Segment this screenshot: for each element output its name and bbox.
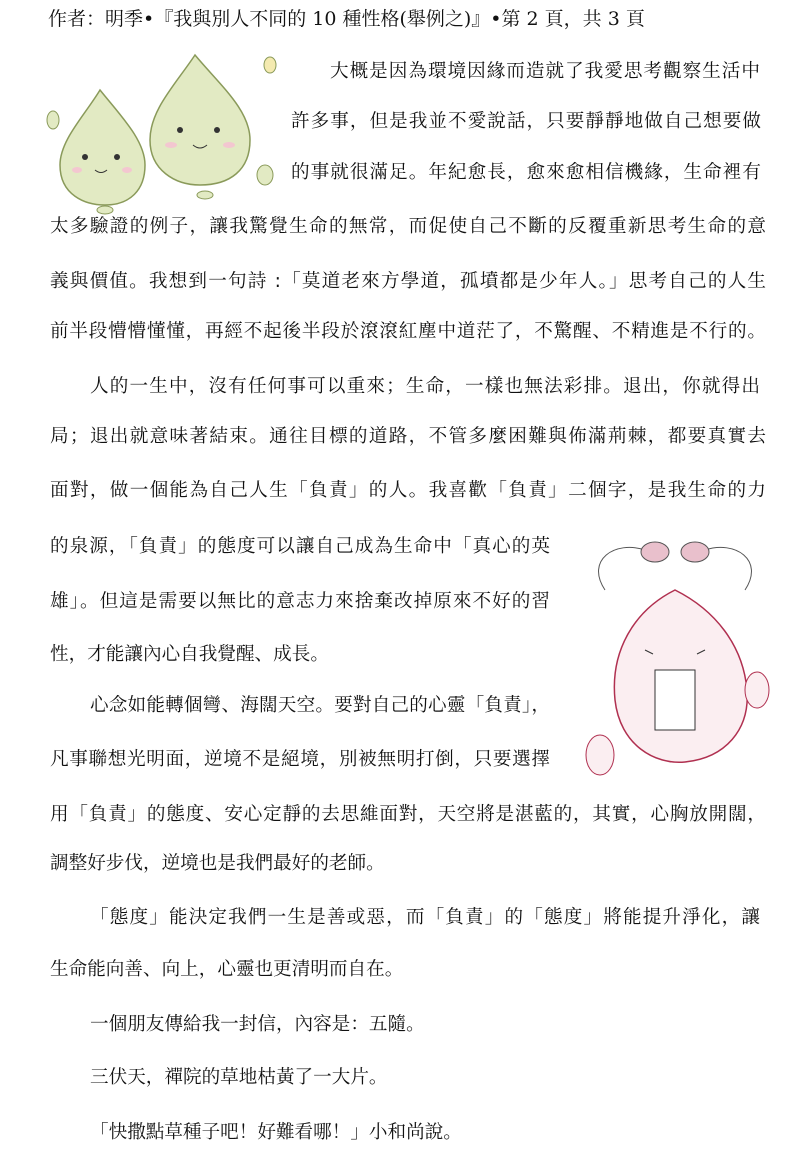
paragraph-line: 三伏天，禪院的草地枯黃了一大片。	[90, 1067, 388, 1088]
paragraph-line: 「態度」能決定我們一生是善或惡，而「負責」的「態度」將能提升淨化，讓	[90, 907, 760, 928]
paragraph-line: 大概是因為環境因緣而造就了我愛思考觀察生活中	[330, 61, 760, 82]
paragraph-line: 太多驗證的例子，讓我驚覺生命的無常，而促使自己不斷的反覆重新思考生命的意	[50, 216, 766, 237]
paragraph-line: 許多事，但是我並不愛說話，只要靜靜地做自己想要做	[291, 111, 761, 132]
paragraph-line: 雄」。但這是需要以無比的意志力來捨棄改掉原來不好的習	[50, 591, 550, 612]
paragraph-line: 調整好步伐，逆境也是我們最好的老師。	[50, 853, 385, 874]
paragraph-line: 局；退出就意味著結束。通往目標的道路，不管多麼困難與佈滿荊棘，都要真實去	[50, 426, 766, 447]
paragraph-line: 人的一生中，沒有任何事可以重來；生命，一樣也無法彩排。退出，你就得出	[90, 376, 760, 397]
paragraph-line: 義與價值。我想到一句詩 :「莫道老來方學道，孤墳都是少年人。」思考自己的人生	[50, 271, 766, 292]
paragraph-line: 的泉源，「負責」的態度可以讓自己成為生命中「真心的英	[50, 536, 550, 557]
page-header: 作者：明季•『我與別人不同的 10 種性格(舉例之)』•第 2 頁，共 3 頁	[48, 8, 645, 30]
paragraph-line: 心念如能轉個彎、海闊天空。要對自己的心靈「負責」，	[90, 695, 550, 716]
paragraph-line: 一個朋友傳給我一封信，內容是：五隨。	[90, 1014, 425, 1035]
green-drop-characters-illustration	[45, 45, 280, 215]
paragraph-line: 凡事聯想光明面，逆境不是絕境，別被無明打倒，只要選擇	[50, 749, 550, 770]
paragraph-line: 「快撒點草種子吧！好難看哪！」小和尚說。	[90, 1122, 462, 1143]
paragraph-line: 前半段懵懵懂懂，再經不起後半段於滾滾紅塵中道茫了，不驚醒、不精進是不行的。	[50, 321, 766, 342]
pink-drop-character-illustration	[575, 530, 785, 785]
paragraph-line: 用「負責」的態度、安心定靜的去思維面對，天空將是湛藍的，其實，心胸放開闊，	[50, 804, 766, 825]
paragraph-line: 面對，做一個能為自己人生「負責」的人。我喜歡「負責」二個字，是我生命的力	[50, 480, 766, 501]
paragraph-line: 生命能向善、向上，心靈也更清明而自在。	[50, 959, 404, 980]
paragraph-line: 性，才能讓內心自我覺醒、成長。	[50, 644, 329, 665]
paragraph-line: 的事就很滿足。年紀愈長，愈來愈相信機緣，生命裡有	[291, 162, 761, 183]
